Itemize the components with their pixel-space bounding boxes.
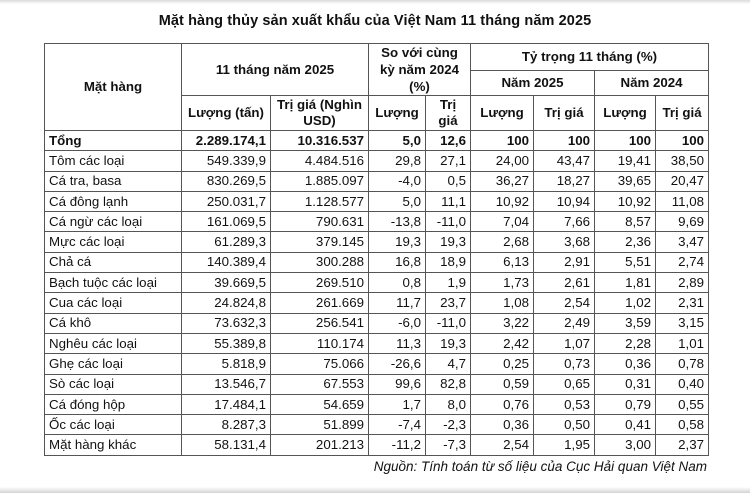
cell-share-2024-volume: 2,36: [595, 232, 656, 252]
cell-share-2024-value: 0,40: [656, 374, 709, 394]
cell-name: Cá khô: [45, 313, 182, 333]
table-row: [45, 232, 709, 252]
cell-name: Ốc các loại: [45, 415, 182, 435]
cell-value: 261.669: [271, 293, 369, 313]
cell-share-2025-volume: 2,54: [471, 435, 534, 455]
cell-share-2025-volume: 1,08: [471, 293, 534, 313]
cell-share-2025-volume: 7,04: [471, 212, 534, 232]
cell-volume: 73.632,3: [182, 313, 271, 333]
cell-share-2025-volume: 0,76: [471, 394, 534, 414]
cell-share-2025-volume: 36,27: [471, 171, 534, 191]
cell-share-2024-value: 2,37: [656, 435, 709, 455]
header-share24-value: Trị giá: [656, 96, 709, 131]
cell-name: Ghẹ các loại: [45, 354, 182, 374]
cell-change-volume: 29,8: [369, 151, 426, 171]
cell-share-2024-volume: 5,51: [595, 252, 656, 272]
cell-value: 51.899: [271, 415, 369, 435]
cell-share-2025-value: 0,53: [534, 394, 595, 414]
cell-change-value: -2,3: [426, 415, 471, 435]
cell-volume: 2.289.174,1: [182, 131, 271, 151]
cell-share-2024-volume: 1,81: [595, 273, 656, 293]
cell-change-value: 8,0: [426, 394, 471, 414]
cell-volume: 250.031,7: [182, 191, 271, 211]
cell-share-2024-value: 9,69: [656, 212, 709, 232]
cell-share-2024-value: 2,74: [656, 252, 709, 272]
cell-name: Sò các loại: [45, 374, 182, 394]
cell-volume: 5.818,9: [182, 354, 271, 374]
cell-name: Mặt hàng khác: [45, 435, 182, 455]
cell-share-2024-volume: 100: [595, 131, 656, 151]
cell-name: Tôm các loại: [45, 151, 182, 171]
cell-share-2025-value: 2,61: [534, 273, 595, 293]
cell-share-2025-volume: 0,25: [471, 354, 534, 374]
cell-volume: 61.289,3: [182, 232, 271, 252]
cell-name: Tổng: [45, 131, 182, 151]
cell-value: 1.885.097: [271, 171, 369, 191]
cell-change-value: -11,0: [426, 313, 471, 333]
cell-change-volume: -26,6: [369, 354, 426, 374]
cell-share-2024-volume: 19,41: [595, 151, 656, 171]
cell-share-2024-value: 11,08: [656, 191, 709, 211]
cell-value: 201.213: [271, 435, 369, 455]
cell-share-2025-volume: 0,36: [471, 415, 534, 435]
cell-volume: 17.484,1: [182, 394, 271, 414]
cell-value: 75.066: [271, 354, 369, 374]
cell-share-2025-volume: 24,00: [471, 151, 534, 171]
table-body: [45, 131, 709, 456]
cell-change-value: 0,5: [426, 171, 471, 191]
cell-volume: 39.669,5: [182, 273, 271, 293]
cell-share-2024-value: 3,47: [656, 232, 709, 252]
cell-value: 379.145: [271, 232, 369, 252]
cell-change-value: 82,8: [426, 374, 471, 394]
cell-share-2024-value: 2,31: [656, 293, 709, 313]
cell-share-2025-value: 100: [534, 131, 595, 151]
cell-change-volume: 0,8: [369, 273, 426, 293]
total-row: [45, 131, 709, 151]
cell-change-value: 18,9: [426, 252, 471, 272]
header-value: Trị giá (Nghìn USD): [271, 96, 369, 131]
cell-share-2025-value: 0,50: [534, 415, 595, 435]
cell-change-volume: 11,3: [369, 333, 426, 353]
cell-change-volume: -7,4: [369, 415, 426, 435]
cell-share-2024-volume: 2,28: [595, 333, 656, 353]
table-row: [45, 293, 709, 313]
header-compare: So với cùng kỳ năm 2024 (%): [369, 44, 471, 96]
table-row: [45, 191, 709, 211]
table-row: [45, 415, 709, 435]
cell-change-volume: -13,8: [369, 212, 426, 232]
cell-change-volume: 5,0: [369, 131, 426, 151]
table-title: Mặt hàng thủy sản xuất khẩu của Việt Nam 11 tháng năm 2025: [158, 13, 592, 29]
cell-volume: 161.069,5: [182, 212, 271, 232]
cell-share-2025-value: 10,94: [534, 191, 595, 211]
cell-volume: 830.269,5: [182, 171, 271, 191]
cell-change-volume: 5,0: [369, 191, 426, 211]
cell-share-2025-value: 3,68: [534, 232, 595, 252]
table-row: [45, 212, 709, 232]
header-year-2025: Năm 2025: [471, 71, 595, 96]
cell-share-2025-value: 0,73: [534, 354, 595, 374]
header-compare-value: Trị giá: [426, 96, 471, 131]
cell-name: Nghêu các loại: [45, 333, 182, 353]
cell-volume: 8.287,3: [182, 415, 271, 435]
cell-change-volume: -11,2: [369, 435, 426, 455]
header-share25-volume: Lượng: [471, 96, 534, 131]
table-row: [45, 374, 709, 394]
header-share25-value: Trị giá: [534, 96, 595, 131]
cell-change-value: 1,9: [426, 273, 471, 293]
cell-share-2024-volume: 10,92: [595, 191, 656, 211]
cell-name: Chả cá: [45, 252, 182, 272]
cell-share-2024-volume: 8,57: [595, 212, 656, 232]
table-header: [45, 44, 709, 131]
header-item: Mặt hàng: [45, 44, 182, 131]
table-row: [45, 435, 709, 455]
cell-name: Mực các loại: [45, 232, 182, 252]
cell-name: Cá đông lạnh: [45, 191, 182, 211]
cell-share-2024-volume: 39,65: [595, 171, 656, 191]
cell-name: Cá tra, basa: [45, 171, 182, 191]
cell-share-2024-value: 3,15: [656, 313, 709, 333]
header-period: 11 tháng năm 2025: [182, 44, 369, 96]
cell-share-2025-value: 1,95: [534, 435, 595, 455]
cell-change-value: -11,0: [426, 212, 471, 232]
cell-share-2024-volume: 0,36: [595, 354, 656, 374]
cell-share-2025-volume: 1,73: [471, 273, 534, 293]
cell-change-value: 4,7: [426, 354, 471, 374]
cell-volume: 58.131,4: [182, 435, 271, 455]
cell-share-2024-volume: 3,00: [595, 435, 656, 455]
cell-share-2025-volume: 2,42: [471, 333, 534, 353]
table-row: [45, 333, 709, 353]
cell-value: 10.316.537: [271, 131, 369, 151]
cell-change-value: 11,1: [426, 191, 471, 211]
cell-share-2025-value: 2,91: [534, 252, 595, 272]
bottom-separator: [0, 487, 750, 493]
cell-share-2025-volume: 2,68: [471, 232, 534, 252]
cell-share-2025-volume: 0,59: [471, 374, 534, 394]
cell-share-2025-volume: 100: [471, 131, 534, 151]
table-row: [45, 394, 709, 414]
cell-volume: 13.546,7: [182, 374, 271, 394]
cell-name: Cá đóng hộp: [45, 394, 182, 414]
cell-name: Cá ngừ các loại: [45, 212, 182, 232]
cell-share-2024-value: 20,47: [656, 171, 709, 191]
cell-value: 300.288: [271, 252, 369, 272]
cell-volume: 24.824,8: [182, 293, 271, 313]
cell-volume: 140.389,4: [182, 252, 271, 272]
table-row: [45, 171, 709, 191]
cell-volume: 55.389,8: [182, 333, 271, 353]
cell-share-2024-volume: 0,31: [595, 374, 656, 394]
cell-share-2025-volume: 6,13: [471, 252, 534, 272]
cell-change-volume: -4,0: [369, 171, 426, 191]
cell-share-2024-volume: 3,59: [595, 313, 656, 333]
source-note: Nguồn: Tính toán từ số liệu của Cục Hải quan Việt Nam: [373, 459, 707, 474]
cell-change-volume: 16,8: [369, 252, 426, 272]
table-row: [45, 354, 709, 374]
header-share24-volume: Lượng: [595, 96, 656, 131]
cell-share-2024-value: 2,89: [656, 273, 709, 293]
cell-share-2025-value: 2,54: [534, 293, 595, 313]
cell-share-2024-value: 1,01: [656, 333, 709, 353]
table-row: [45, 273, 709, 293]
cell-value: 790.631: [271, 212, 369, 232]
cell-share-2025-volume: 3,22: [471, 313, 534, 333]
cell-share-2025-value: 0,65: [534, 374, 595, 394]
cell-share-2024-value: 0,78: [656, 354, 709, 374]
cell-change-value: 23,7: [426, 293, 471, 313]
cell-value: 1.128.577: [271, 191, 369, 211]
cell-value: 4.484.516: [271, 151, 369, 171]
cell-volume: 549.339,9: [182, 151, 271, 171]
export-table: [44, 43, 709, 456]
top-separator: [0, 0, 750, 4]
cell-share-2024-volume: 0,41: [595, 415, 656, 435]
table-row: [45, 151, 709, 171]
cell-change-value: -7,3: [426, 435, 471, 455]
cell-value: 256.541: [271, 313, 369, 333]
cell-value: 269.510: [271, 273, 369, 293]
cell-change-volume: 99,6: [369, 374, 426, 394]
cell-share-2024-volume: 1,02: [595, 293, 656, 313]
cell-share-2025-value: 7,66: [534, 212, 595, 232]
cell-name: Bạch tuộc các loại: [45, 273, 182, 293]
cell-value: 110.174: [271, 333, 369, 353]
cell-share-2024-volume: 0,79: [595, 394, 656, 414]
cell-name: Cua các loại: [45, 293, 182, 313]
header-compare-volume: Lượng: [369, 96, 426, 131]
cell-share-2024-value: 0,55: [656, 394, 709, 414]
table-row: [45, 313, 709, 333]
cell-share-2024-value: 0,58: [656, 415, 709, 435]
cell-share-2024-value: 100: [656, 131, 709, 151]
cell-share-2025-volume: 10,92: [471, 191, 534, 211]
cell-change-volume: -6,0: [369, 313, 426, 333]
cell-change-volume: 1,7: [369, 394, 426, 414]
cell-share-2025-value: 18,27: [534, 171, 595, 191]
cell-share-2025-value: 1,07: [534, 333, 595, 353]
cell-share-2024-value: 38,50: [656, 151, 709, 171]
header-year-2024: Năm 2024: [595, 71, 709, 96]
table-row: [45, 252, 709, 272]
header-share: Tỷ trọng 11 tháng (%): [471, 44, 709, 71]
cell-change-volume: 19,3: [369, 232, 426, 252]
cell-change-volume: 11,7: [369, 293, 426, 313]
cell-change-value: 12,6: [426, 131, 471, 151]
cell-change-value: 19,3: [426, 333, 471, 353]
cell-share-2025-value: 2,49: [534, 313, 595, 333]
cell-change-value: 27,1: [426, 151, 471, 171]
cell-change-value: 19,3: [426, 232, 471, 252]
cell-value: 67.553: [271, 374, 369, 394]
cell-value: 54.659: [271, 394, 369, 414]
cell-share-2025-value: 43,47: [534, 151, 595, 171]
header-volume: Lượng (tấn): [182, 96, 271, 131]
